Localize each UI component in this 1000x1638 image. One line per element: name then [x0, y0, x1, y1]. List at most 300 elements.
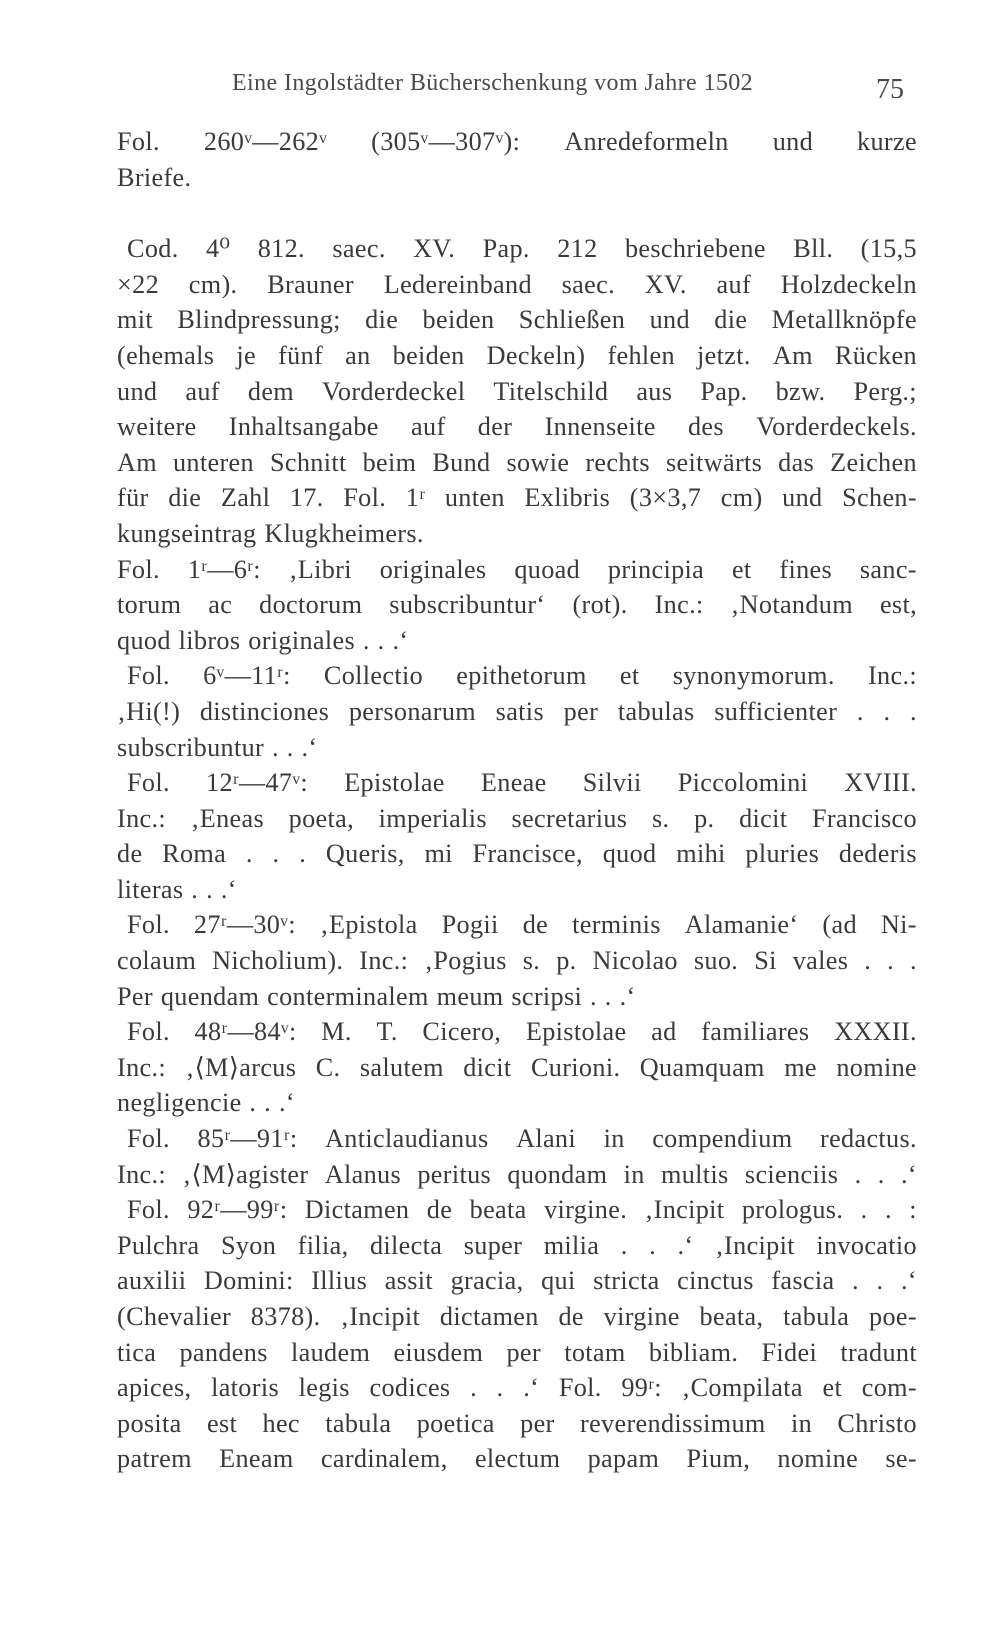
word: Inc.: — [359, 946, 409, 976]
word: Curioni. — [530, 1052, 621, 1082]
word: invocatio — [816, 1230, 917, 1260]
word: poeta, — [288, 803, 355, 833]
word: . — [362, 625, 370, 655]
word: Dictamen — [304, 1195, 410, 1225]
word: an — [345, 340, 371, 370]
word: Fol. — [127, 1195, 170, 1225]
word: saec. — [332, 234, 386, 264]
word: peritus — [417, 1159, 492, 1189]
word: quendam — [160, 981, 260, 1011]
word: stricta — [593, 1266, 660, 1296]
word: .‘ — [301, 732, 318, 762]
word: beata — [469, 1195, 527, 1225]
word: ‚Libri — [288, 554, 352, 584]
word: : — [909, 1195, 917, 1225]
word: literas — [117, 874, 184, 904]
text-line — [117, 1370, 917, 1406]
word: posita — [117, 1408, 182, 1438]
text-line — [117, 694, 917, 730]
word: Perg.; — [853, 376, 917, 406]
word: filia, — [297, 1230, 349, 1260]
word: Anticlaudianus — [325, 1124, 489, 1154]
word: torum — [117, 590, 182, 620]
text-line — [117, 1335, 917, 1371]
word: . — [876, 1266, 884, 1296]
word: ‚⟨M⟩arcus — [185, 1052, 297, 1082]
word: Metallknöpfe — [771, 305, 917, 335]
word: latoris — [211, 1373, 279, 1403]
word: assit — [384, 1266, 434, 1296]
word: me — [784, 1052, 817, 1082]
word: . — [272, 839, 280, 869]
word: Inhaltsangabe — [228, 412, 379, 442]
word: Holzdeckeln — [780, 269, 917, 299]
word: 812. — [257, 234, 305, 264]
word: Brauner — [267, 269, 354, 299]
word: Pulchra — [117, 1230, 200, 1260]
word: 212 — [557, 234, 598, 264]
word: Blindpressung; — [177, 305, 341, 335]
word: beata, — [699, 1302, 764, 1331]
word: (305ᵛ—307ᵛ): — [371, 127, 521, 156]
word: . — [299, 839, 307, 869]
word: totam — [564, 1337, 626, 1367]
word: fascia — [771, 1266, 835, 1296]
word: ‚Hi(!) — [117, 696, 181, 726]
word: Inc.: — [117, 1159, 167, 1189]
word: Epistolae — [525, 1017, 627, 1047]
text-line — [117, 907, 917, 943]
word: ‚Pogius — [424, 946, 507, 976]
word: gracia, — [450, 1266, 524, 1296]
word: T. — [376, 1017, 398, 1047]
word: sanc- — [859, 554, 917, 584]
word: jetzt. — [697, 340, 751, 370]
word: Inc.: — [867, 661, 917, 691]
text-line — [117, 836, 917, 872]
word: Innenseite — [544, 412, 656, 442]
word: Rücken — [834, 340, 917, 370]
text-line — [117, 302, 917, 338]
word: . — [884, 1195, 892, 1225]
text-line — [117, 623, 917, 659]
word: Francisco — [812, 803, 917, 833]
word: bibliam. — [648, 1337, 739, 1367]
word: fehlen — [607, 340, 675, 370]
word: . — [910, 946, 917, 976]
word: vales — [792, 946, 849, 976]
word: poetica — [416, 1408, 495, 1438]
word: est, — [879, 590, 917, 620]
text-line — [117, 1121, 917, 1157]
word: ‚Incipit — [714, 1230, 795, 1260]
word: Eneam — [219, 1444, 294, 1474]
word: (15,5 — [860, 234, 917, 264]
word: 8378). — [250, 1302, 321, 1331]
word: sufficienter — [714, 696, 838, 726]
word: Pogii — [441, 910, 499, 940]
word: Fol. — [117, 554, 160, 584]
word: originales — [248, 625, 356, 655]
word: Fol. — [127, 661, 170, 691]
word: Inc.: — [117, 803, 167, 833]
word: mit — [117, 305, 153, 335]
word: Inc.: — [117, 1052, 167, 1082]
word: beschriebene — [624, 234, 766, 264]
word: se- — [885, 1444, 917, 1474]
word: dicit — [463, 1052, 512, 1082]
word: .‘ — [523, 1373, 540, 1403]
word: Deckeln) — [486, 340, 586, 370]
text-line — [117, 160, 917, 196]
word: dilecta — [369, 1230, 443, 1260]
word: fines — [779, 554, 833, 584]
word: familiares — [701, 1017, 810, 1047]
word: p. — [556, 946, 577, 976]
word: . — [649, 1230, 657, 1260]
word: Illius — [311, 1266, 368, 1296]
word: libros — [178, 625, 241, 655]
word: milia — [543, 1230, 600, 1260]
word: Cod. — [127, 234, 179, 264]
word: cinctus — [677, 1266, 754, 1296]
word: beim — [362, 447, 417, 477]
word: ‚Epistola — [319, 910, 418, 940]
running-title: Eine Ingolstädter Bücherschenkung vom Jahre 1502 — [232, 70, 754, 96]
word: Alani — [516, 1124, 576, 1154]
word: meum — [436, 981, 504, 1011]
word: redactus. — [820, 1124, 917, 1154]
word: . — [470, 1373, 478, 1403]
word: quod — [117, 625, 171, 655]
word: Fol. — [127, 768, 170, 798]
word: Vorderdeckels. — [756, 412, 917, 442]
word: virgine. — [544, 1195, 628, 1225]
word: Am — [772, 340, 813, 370]
word: fünf — [278, 340, 324, 370]
word: 6ᵛ—11ʳ: — [203, 661, 291, 691]
word: je — [236, 340, 256, 370]
word: multis — [661, 1159, 729, 1189]
word: ×22 — [117, 269, 160, 299]
text-line — [117, 730, 917, 766]
text-line — [117, 1406, 917, 1442]
word: . — [856, 696, 864, 726]
word: Anredeformeln — [564, 127, 729, 156]
word: 4⁰ — [206, 234, 231, 264]
word: Alanus — [324, 1159, 402, 1189]
word: per — [563, 696, 599, 726]
word: ‚Incipit — [340, 1302, 421, 1331]
word: pluries — [745, 839, 820, 869]
word: . — [883, 696, 891, 726]
word: colaum — [117, 946, 197, 976]
word: Piccolomini — [677, 768, 809, 798]
word: .‘ — [619, 981, 636, 1011]
text-line — [117, 1014, 917, 1050]
word: des — [687, 412, 724, 442]
word: Roma — [162, 839, 227, 869]
word: unten — [444, 483, 505, 513]
word: dem — [247, 376, 295, 406]
word: dederis — [838, 839, 917, 869]
word: conterminalem — [267, 981, 429, 1011]
word: scienciis — [744, 1159, 839, 1189]
word: per — [520, 1408, 555, 1438]
word: ad — [651, 1017, 677, 1047]
word: Fol. — [127, 1017, 170, 1047]
word: Si — [754, 946, 777, 976]
word: .‘ — [900, 1266, 917, 1296]
word: Cicero, — [422, 1017, 502, 1047]
word: Klugkheimers. — [264, 518, 424, 548]
word: (ehemals — [117, 340, 215, 370]
word: 99ʳ: — [621, 1373, 662, 1403]
word: doctorum — [259, 590, 363, 620]
word: mi — [424, 839, 453, 869]
word: das — [778, 447, 815, 477]
word: p. — [694, 803, 715, 833]
word: in — [790, 1408, 813, 1438]
word: 1ʳ — [405, 483, 426, 513]
word: papam — [587, 1444, 660, 1474]
word: Fol. — [558, 1373, 602, 1403]
word: sowie — [506, 447, 570, 477]
word: 85ʳ—91ʳ: — [197, 1124, 298, 1154]
text-line — [117, 979, 917, 1015]
word: cardinalem, — [320, 1444, 448, 1474]
word: tica — [117, 1337, 157, 1367]
word: . — [854, 1159, 862, 1189]
word: principia — [607, 554, 705, 584]
word: Domini: — [203, 1266, 294, 1296]
word: C. — [315, 1052, 341, 1082]
word: . — [877, 1159, 885, 1189]
word: M. — [321, 1017, 352, 1047]
word: . — [910, 696, 917, 726]
word: . — [620, 1230, 628, 1260]
word: Nicolao — [592, 946, 678, 976]
word: patrem — [117, 1444, 192, 1474]
text-line — [117, 1157, 917, 1193]
word: nomine — [777, 1444, 859, 1474]
word: quod — [602, 839, 657, 869]
word: .‘ — [677, 1230, 694, 1260]
word: auxilii — [117, 1266, 187, 1296]
word: .‘ — [901, 1159, 917, 1189]
word: apices, — [117, 1373, 192, 1403]
word: beiden — [392, 340, 465, 370]
word: tabula — [325, 1408, 392, 1438]
text-line — [117, 124, 917, 160]
text-line — [117, 552, 917, 588]
word: nomine — [836, 1052, 917, 1082]
word: ‚⟨M⟩agister — [182, 1159, 309, 1189]
word: . — [286, 732, 294, 762]
word: terminis — [572, 910, 661, 940]
word: . — [887, 946, 895, 976]
text-line — [117, 1228, 917, 1264]
text-line — [117, 1085, 917, 1121]
word: Eneae — [480, 768, 547, 798]
word: personarum — [348, 696, 476, 726]
word: die — [168, 483, 202, 513]
word: ‚Incipit — [644, 1195, 725, 1225]
text-line — [117, 1263, 917, 1299]
word: . — [604, 981, 612, 1011]
word: XXXII. — [834, 1017, 917, 1047]
paragraph-gap — [117, 195, 917, 231]
word: . — [191, 874, 199, 904]
word: . — [249, 1088, 257, 1118]
word: prologus. — [741, 1195, 844, 1225]
word: 12ʳ—47ᵛ: — [206, 768, 309, 798]
word: et — [619, 661, 640, 691]
word: subscribuntur‘ — [389, 590, 546, 620]
word: reverendissimum — [580, 1408, 766, 1438]
word: synonymorum. — [672, 661, 835, 691]
word: tradunt — [840, 1337, 917, 1367]
word: die — [714, 305, 748, 335]
word: (Chevalier — [117, 1302, 232, 1331]
word: poe- — [869, 1302, 917, 1331]
word: ‚Notandum — [730, 590, 853, 620]
word: Syon — [220, 1230, 277, 1260]
word: Epistolae — [344, 768, 445, 798]
word: com- — [861, 1373, 917, 1403]
word: Alamanie‘ — [684, 910, 799, 940]
word: 1ʳ—6ʳ: — [187, 554, 261, 584]
text-line — [117, 409, 917, 445]
word: (rot). — [572, 590, 628, 620]
word: Fol. — [343, 483, 387, 513]
word: Fol. — [117, 127, 160, 156]
text-line — [117, 338, 917, 374]
word: saec. — [561, 269, 615, 299]
text-line — [117, 480, 917, 516]
word: Francisce, — [472, 839, 583, 869]
word: quondam — [507, 1159, 608, 1189]
word: Fidei — [761, 1337, 818, 1367]
word: . — [590, 981, 597, 1011]
word: .‘ — [392, 625, 409, 655]
word: compendium — [652, 1124, 793, 1154]
word: dicit — [739, 803, 788, 833]
word: in — [603, 1124, 625, 1154]
word: (ad — [822, 910, 857, 940]
word: Briefe. — [117, 162, 192, 192]
word: Bund — [432, 447, 491, 477]
word: Schen- — [842, 483, 917, 513]
word: mihi — [676, 839, 726, 869]
word: scripsi — [511, 981, 583, 1011]
word: Ni- — [880, 910, 917, 940]
word: und — [117, 376, 158, 406]
word: unteren — [172, 447, 254, 477]
word: Pap. — [482, 234, 530, 264]
word: . — [852, 1266, 859, 1296]
word: auf — [411, 412, 446, 442]
body-text — [117, 124, 917, 1477]
text-line — [117, 765, 917, 801]
word: qui — [541, 1266, 576, 1296]
word: . — [264, 1088, 272, 1118]
word: Am — [117, 447, 157, 477]
word: XV. — [644, 269, 687, 299]
word: laudem — [291, 1337, 371, 1367]
word: s. — [522, 946, 541, 976]
word: Pap. — [700, 376, 748, 406]
word: eiusdem — [393, 1337, 484, 1367]
word: und — [649, 305, 690, 335]
text-line — [117, 231, 917, 267]
word: XV. — [413, 234, 456, 264]
word: subscribuntur — [117, 732, 265, 762]
word: aus — [636, 376, 673, 406]
word: und — [782, 483, 823, 513]
word: et — [731, 554, 752, 584]
word: . — [245, 839, 253, 869]
text-line — [117, 374, 917, 410]
text-line — [117, 1299, 917, 1335]
word: kungseintrag — [117, 518, 257, 548]
word: und — [772, 127, 814, 156]
word: Queris, — [325, 839, 405, 869]
word: 92ʳ—99ʳ: — [187, 1195, 288, 1225]
word: Titelschild — [493, 376, 609, 406]
word: . — [860, 1195, 868, 1225]
word: 48ʳ—84ᵛ: — [194, 1017, 297, 1047]
word: Pium, — [686, 1444, 751, 1474]
word: quoad — [514, 554, 581, 584]
word: per — [506, 1337, 541, 1367]
word: super — [463, 1230, 523, 1260]
word: Collectio — [323, 661, 424, 691]
word: secretarius — [511, 803, 628, 833]
text-line — [117, 658, 917, 694]
word: auf — [185, 376, 220, 406]
word: Fol. — [127, 910, 170, 940]
word: XVIII. — [844, 768, 917, 798]
word: Inc.: — [654, 590, 704, 620]
word: 260ᵛ—262ᵛ — [203, 127, 328, 156]
word: dictamen — [439, 1302, 539, 1331]
word: est — [207, 1408, 238, 1438]
word: Exlibris — [524, 483, 611, 513]
word: .‘ — [220, 874, 237, 904]
word: negligencie — [117, 1088, 242, 1118]
word: 17. — [289, 483, 324, 513]
word: bzw. — [775, 376, 826, 406]
word: de — [522, 910, 549, 940]
word: salutem — [359, 1052, 444, 1082]
word: . — [864, 946, 872, 976]
word: rechts — [585, 447, 650, 477]
word: ‚Compilata — [681, 1373, 803, 1403]
word: Zahl — [220, 483, 271, 513]
word: . — [496, 1373, 504, 1403]
word: originales — [379, 554, 487, 584]
text-line — [117, 516, 917, 552]
word: de — [117, 839, 143, 869]
word: Vorderdeckel — [322, 376, 466, 406]
word: Bll. — [793, 234, 834, 264]
word: Schnitt — [269, 447, 347, 477]
word: pandens — [179, 1337, 268, 1367]
text-line — [117, 267, 917, 303]
word: virgine — [603, 1302, 680, 1331]
text-line — [117, 872, 917, 908]
